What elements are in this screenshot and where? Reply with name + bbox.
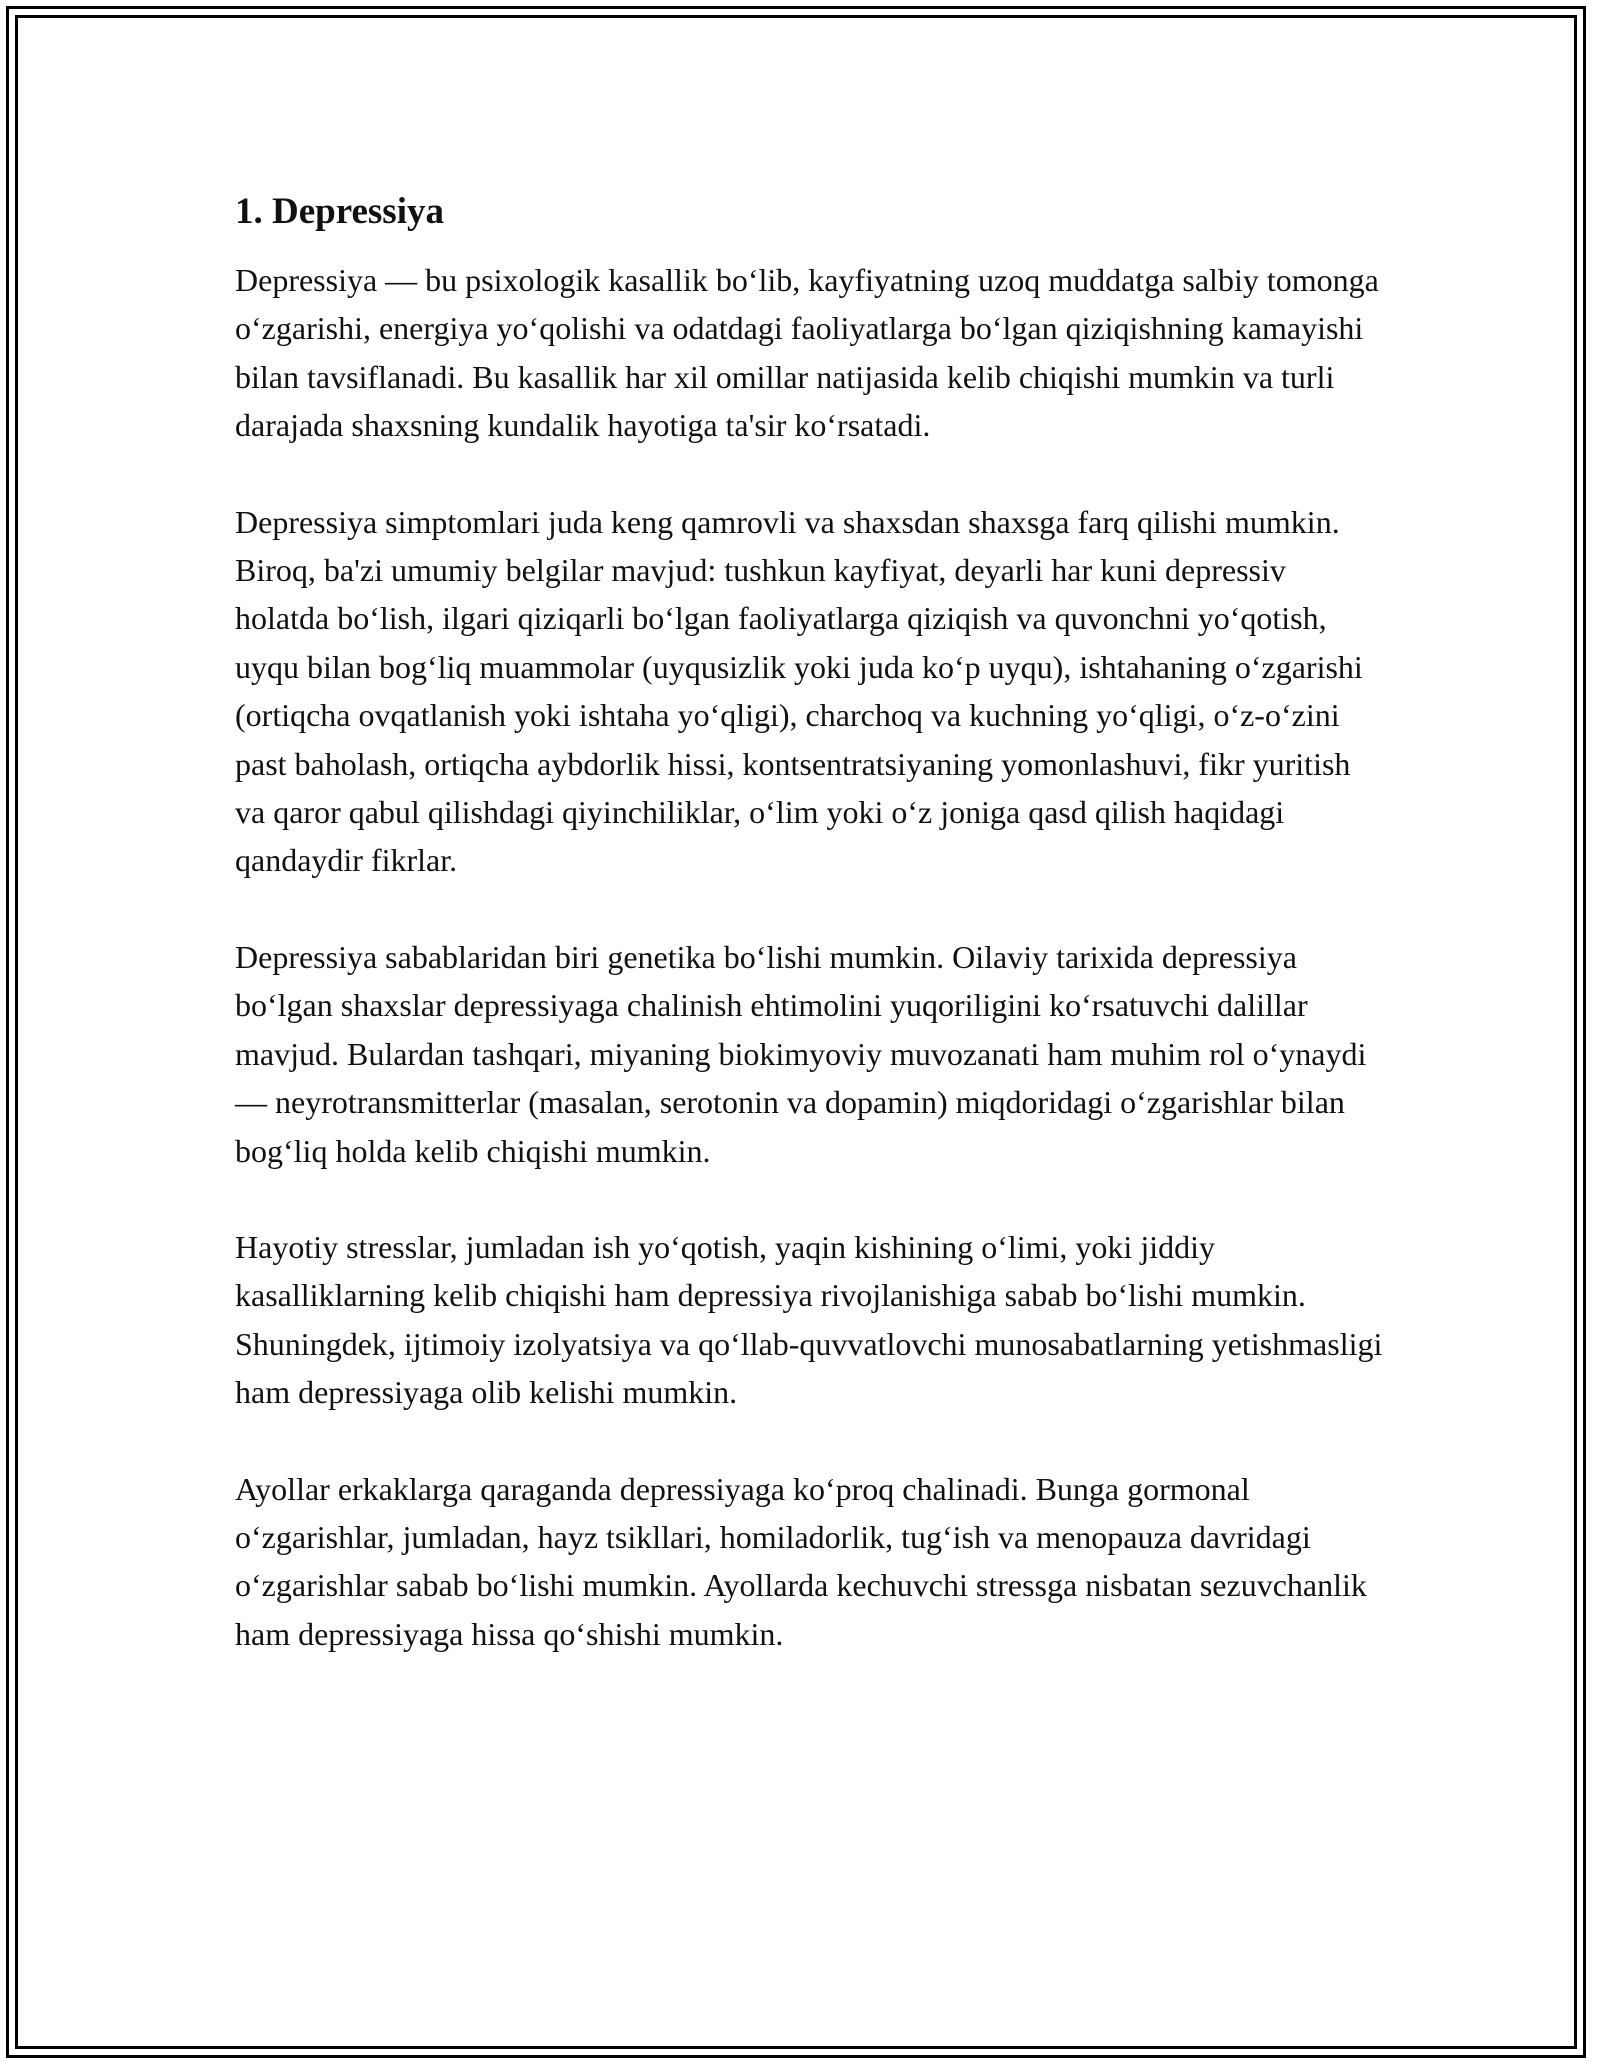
paragraph-symptoms: Depressiya simptomlari juda keng qamrovli va shaxsdan shaxsga farq qilishi mumkin. Biroq, ba'zi umumiy belgilar mavjud: tushkun kayfiyat, deyarli har kuni depressiv holatda bo‘lish, ilgari qiziqarli bo‘lgan faoliyatlarga qiziqish va quvonchni yo‘qotish, uyqu bilan bog‘liq muammolar (uyqusizlik yoki juda ko‘p uyqu), ishtahaning o‘zgarishi (ortiqcha ovqatlanish yoki ishtaha yo‘qligi), charchoq va kuchning yo‘qligi, o‘z-o‘zini past baholash, ortiqcha aybdorlik hissi, kontsentratsiyaning yomonlashuvi, fikr yuritish va qaror qabul qilishdagi qiyinchiliklar, o‘lim yoki o‘z joniga qasd qilish haqidagi qandaydir fikrlar. xyxy=(235,503,1363,879)
paragraph-definition: Depressiya — bu psixologik kasallik bo‘lib, kayfiyatning uzoq muddatga salbiy tomonga o‘zgarishi, energiya yo‘qolishi va odatdagi faoliyatlarga bo‘lgan qiziqishning kamayishi bilan tavsiflanadi. Bu kasallik har xil omillar natijasida kelib chiqishi mumkin va turli darajada shaxsning kundalik hayotiga ta'sir ko‘rsatadi. xyxy=(235,262,1379,444)
paragraph-women: Ayollar erkaklarga qaraganda depressiyaga ko‘proq chalinadi. Bunga gormonal o‘zgarishlar, jumladan, hayz tsikllari, homiladorlik, tug‘ish va menopauza davridagi o‘zgarishlar sabab bo‘lishi mumkin. Ayollarda kechuvchi stressga nisbatan sezuvchanlik ham depressiyaga hissa qo‘shishi mumkin. xyxy=(235,1470,1367,1652)
paragraph-life-stress: Hayotiy stresslar, jumladan ish yo‘qotish, yaqin kishining o‘limi, yoki jiddiy kasalliklarning kelib chiqishi ham depressiya rivojlanishiga sabab bo‘lishi mumkin. Shuningdek, ijtimoiy izolyatsiya va qo‘llab-quvvatlovchi munosabatlarning yetishmasligi ham depressiyaga olib kelishi mumkin. xyxy=(235,1228,1383,1411)
document-body xyxy=(235,188,1385,1706)
section-heading: 1. Depressiya xyxy=(235,191,444,232)
paragraph-genetics: Depressiya sabablaridan biri genetika bo‘lishi mumkin. Oilaviy tarixida depressiya bo‘lgan shaxslar depressiyaga chalinish ehtimolini yuqoriligini ko‘rsatuvchi dalillar mavjud. Bulardan tashqari, miyaning biokimyoviy muvozanati ham muhim rol o‘ynaydi — neyrotransmitterlar (masalan, serotonin va dopamin) miqdoridagi o‘zgarishlar bilan bog‘liq holda kelib chiqishi mumkin. xyxy=(235,938,1367,1169)
